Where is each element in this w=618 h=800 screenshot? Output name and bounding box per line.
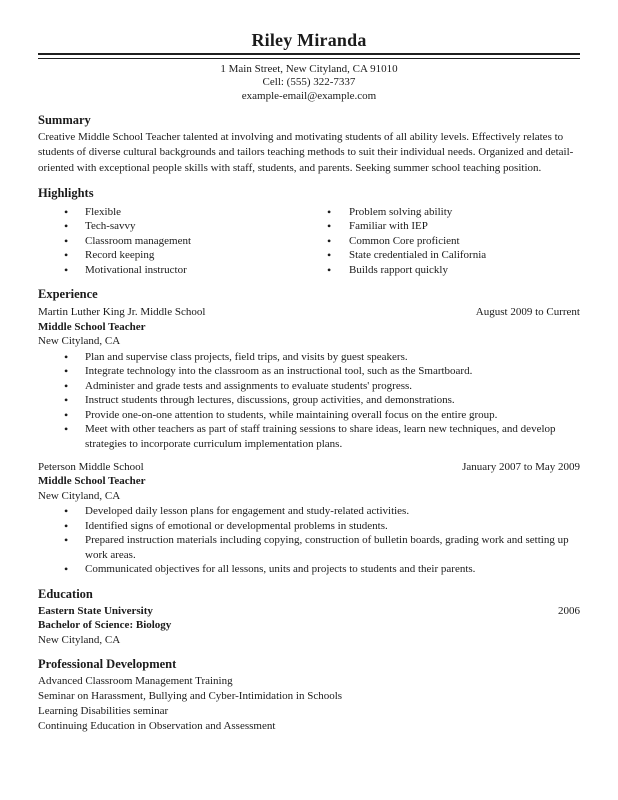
job-bullet: • Identified signs of emotional or developmental problems in students. <box>38 519 580 534</box>
highlight-item: • Familiar with IEP <box>309 219 580 234</box>
job-bullet: • Prepared instruction materials including copying, construction of bulletin boards, grading work and setting up work areas. <box>38 533 580 562</box>
summary-heading: Summary <box>38 113 91 128</box>
highlight-item: • State credentialed in California <box>309 248 580 263</box>
job-employer: Martin Luther King Jr. Middle School <box>38 306 206 319</box>
job-bullet: • Provide one-on-one attention to students, while maintaining overall focus on the entire group. <box>38 408 580 423</box>
contact-email: example-email@example.com <box>241 89 377 102</box>
education-header-row <box>38 604 580 618</box>
job-bullet: • Communicated objectives for all lessons, units and projects to students and their parents. <box>38 562 580 577</box>
highlights-right-column <box>309 203 580 278</box>
resume-header <box>38 30 580 103</box>
job-dates: August 2009 to Current <box>475 306 580 319</box>
highlight-item: • Tech-savvy <box>38 219 309 234</box>
job-bullet: • Administer and grade tests and assignments to evaluate students' progress. <box>38 379 580 394</box>
highlight-item: • Common Core proficient <box>309 234 580 249</box>
contact-phone: Cell: (555) 322-7337 <box>262 76 356 89</box>
header-divider <box>38 53 580 59</box>
highlight-item: • Motivational instructor <box>38 263 309 278</box>
summary-text: Creative Middle School Teacher talented at involving and motivating students of all ability levels. Effectively relates to students of diverse cultural backgrounds and tailors teaching methods to suit their individual needs. Organized and detail-oriented with exceptional people skills with staff, students, and parents. Seeking summer school teaching position. <box>38 131 574 174</box>
highlight-item: • Builds rapport quickly <box>309 263 580 278</box>
highlight-item: • Classroom management <box>38 234 309 249</box>
professional-development-item: Seminar on Harassment, Bullying and Cyber-Intimidation in Schools <box>38 689 343 702</box>
professional-development-heading: Professional Development <box>38 656 177 671</box>
experience-section <box>38 287 580 576</box>
job-bullet-list <box>38 504 580 577</box>
experience-heading: Experience <box>38 287 98 302</box>
job-title: Middle School Teacher <box>38 475 146 488</box>
job-location: New Cityland, CA <box>38 335 121 348</box>
job-header-row <box>38 460 580 474</box>
job-bullet-list <box>38 350 580 452</box>
job-bullet: • Plan and supervise class projects, field trips, and visits by guest speakers. <box>38 350 580 365</box>
job-header-row <box>38 305 580 319</box>
education-location: New Cityland, CA <box>38 633 121 646</box>
contact-address: 1 Main Street, New Cityland, CA 91010 <box>220 63 398 75</box>
education-heading: Education <box>38 586 93 601</box>
job-dates: January 2007 to May 2009 <box>462 461 580 474</box>
job-bullet: • Developed daily lesson plans for engagement and study-related activities. <box>38 504 580 519</box>
highlights-left-column <box>38 203 309 278</box>
education-degree: Bachelor of Science: Biology <box>38 619 172 632</box>
highlight-item: • Record keeping <box>38 248 309 263</box>
job-location: New Cityland, CA <box>38 489 121 502</box>
highlights-right-list <box>309 205 580 278</box>
professional-development-item: Continuing Education in Observation and Assessment <box>38 719 276 732</box>
education-section <box>38 587 580 647</box>
experience-job-1 <box>38 305 580 451</box>
professional-development-item: Learning Disabilities seminar <box>38 704 169 717</box>
highlights-columns <box>38 203 580 278</box>
job-title: Middle School Teacher <box>38 320 146 333</box>
highlight-item: • Problem solving ability <box>309 205 580 220</box>
highlights-left-list <box>38 205 309 278</box>
professional-development-section <box>38 657 580 734</box>
highlights-section <box>38 186 580 278</box>
education-year: 2006 <box>558 604 580 617</box>
professional-development-item: Advanced Classroom Management Training <box>38 674 233 687</box>
education-school: Eastern State University <box>38 604 153 617</box>
experience-job-2 <box>38 460 580 577</box>
job-bullet: • Meet with other teachers as part of staff training sessions to share ideas, learn new techniques, and develop strategies to incorporate curriculum implementation plans. <box>38 422 580 451</box>
summary-section <box>38 113 580 176</box>
contact-block <box>38 63 580 103</box>
highlight-item: • Flexible <box>38 205 309 220</box>
job-bullet: • Instruct students through lectures, discussions, group activities, and demonstrations. <box>38 393 580 408</box>
candidate-name: Riley Miranda <box>251 30 367 50</box>
highlights-heading: Highlights <box>38 185 94 200</box>
job-bullet: • Integrate technology into the classroom as an instructional tool, such as the Smartboard. <box>38 364 580 379</box>
job-employer: Peterson Middle School <box>38 461 144 474</box>
